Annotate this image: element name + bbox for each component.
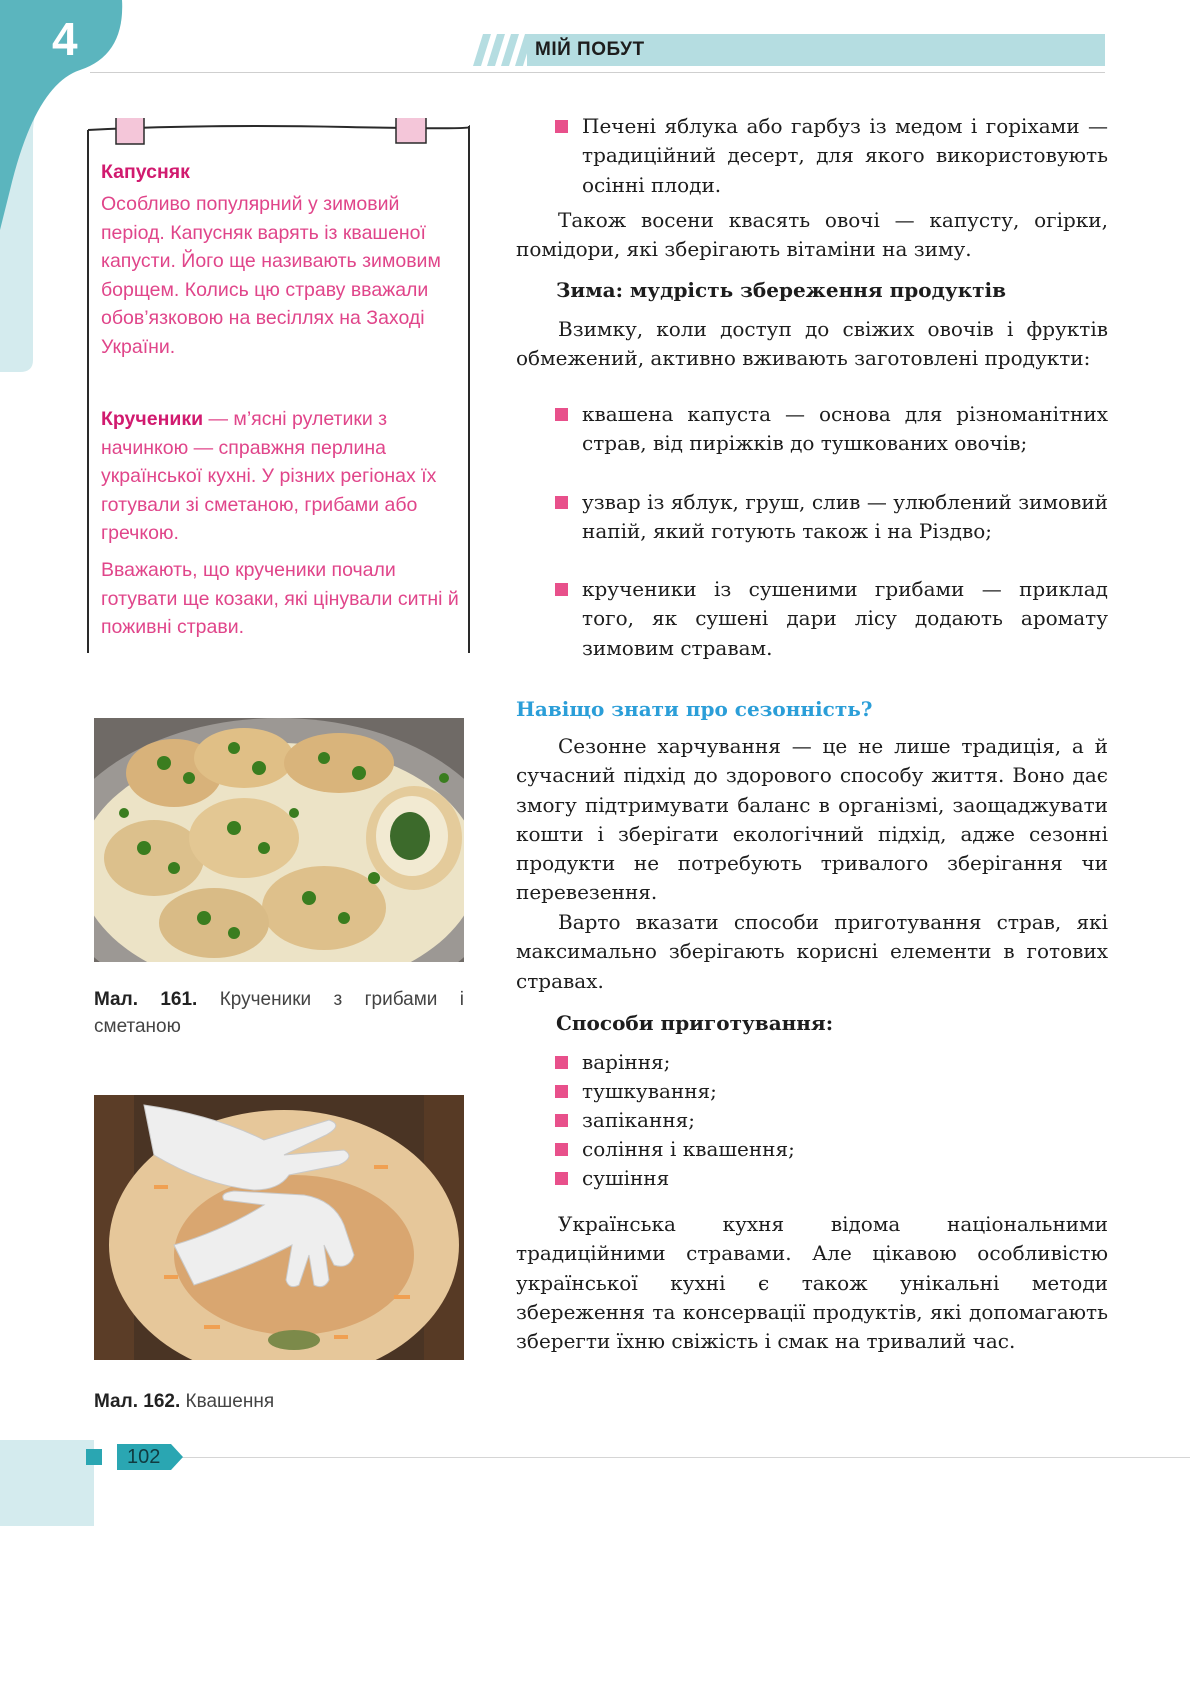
bullet-marker [555,496,568,509]
bullet-marker [555,1114,568,1127]
page-footer [0,1440,1190,1540]
footer-block [0,1440,94,1526]
figure-161-label: Мал. 161. [94,989,198,1010]
seasonality-paragraph-2: Варто вказати способи приготування страв, які максимально зберігають корисні елементи в готових стравах. [516,910,1108,993]
footer-square [86,1449,102,1465]
autumn-paragraph: Також восени квасять овочі — капусту, огірки, помідори, які зберігають вітаміни на зиму. [516,208,1108,262]
final-paragraph: Українська кухня відома національними традиційними стравами. Але цікавою особливістю української кухні є також унікальні методи збереження та консервації продуктів, які допомагають зберегти їхню свіжість і смак на тривалий час. [516,1212,1108,1354]
figure-162-label: Мал. 162. [94,1391,181,1412]
photo-kruchenyky [94,718,464,962]
chapter-number: 4 [52,13,78,65]
method-item: запікання; [582,1108,695,1132]
figure-162-text: Квашення [180,1391,275,1412]
kapusniak-text: Особливо популярний у зимовий період. Капусняк варять із квашеної капусти. Його ще називають зимовим борщем. Колись цю страву вважали обов’язковою на весіллях на Заході України. [101,193,441,358]
photo-kvashennia [94,1095,464,1360]
header-rule [90,72,1105,73]
figure-161-caption [94,986,464,1040]
bullet-marker [555,408,568,421]
bullet-marker [555,1143,568,1156]
bullet-marker [555,120,568,133]
method-item: сушіння [582,1166,670,1190]
bullet-marker [555,1172,568,1185]
footer-line [180,1457,1190,1458]
seasonality-paragraph-1: Сезонне харчування — це не лише традиція, а й сучасний підхід до здорового способу життя. Воно дає змогу підтримувати баланс в організмі, заощаджувати кошти і зберігати екологічний підхід, адже сезонні продукти не потребують тривалого зберігання чи перевезення. [516,734,1108,905]
kruchenyky-text: — м’ясні рулетики з начинкою — справжня перлина української кухні. У різних регіонах їх готували зі сметаною, грибами або гречкою. [101,408,437,544]
winter-bullet-1: квашена капуста — основа для різноманітних страв, від пиріжків до тушкованих овочів; [582,402,1108,456]
method-item: соління і квашення; [582,1137,795,1161]
method-item: тушкування; [582,1079,717,1103]
kruchenyky-title: Крученики [101,408,204,430]
method-item: варіння; [582,1050,671,1074]
bullet-marker [555,1085,568,1098]
winter-heading: Зима: мудрість збереження продуктів [556,278,1007,302]
winter-paragraph: Взимку, коли доступ до свіжих овочів і фруктів обмежений, активно вживають заготовлені продукти: [516,317,1108,371]
figure-161-text: Крученики з грибами і сметаною [94,989,464,1037]
bullet-marker [555,583,568,596]
section-header [465,34,1105,66]
note-card [87,118,470,653]
figure-162-caption [94,1388,464,1415]
kruchenyky-paragraph [101,405,461,548]
section-title: МІЙ ПОБУТ [535,39,645,60]
kapusniak-title: Капусняк [101,161,190,183]
methods-heading: Способи приготування: [556,1011,834,1035]
winter-bullet-3: крученики із сушеними грибами — приклад того, як сушені дари лісу додають аромату зимовим стравам. [582,577,1108,660]
bullet-marker [555,1056,568,1069]
autumn-bullet: Печені яблука або гарбуз із медом і горіхами — традиційний десерт, для якого використовують осінні плоди. [582,114,1108,197]
winter-bullet-2: узвар із яблук, груш, слив — улюблений зимовий напій, який готують також і на Різдво; [582,490,1108,544]
seasonality-heading: Навіщо знати про сезонність? [516,697,873,721]
kozaky-text: Вважають, що крученики почали готувати ще козаки, які цінували ситні й поживні страви. [101,559,459,638]
header-stripes [465,34,535,66]
page-number: 102 [127,1446,161,1468]
